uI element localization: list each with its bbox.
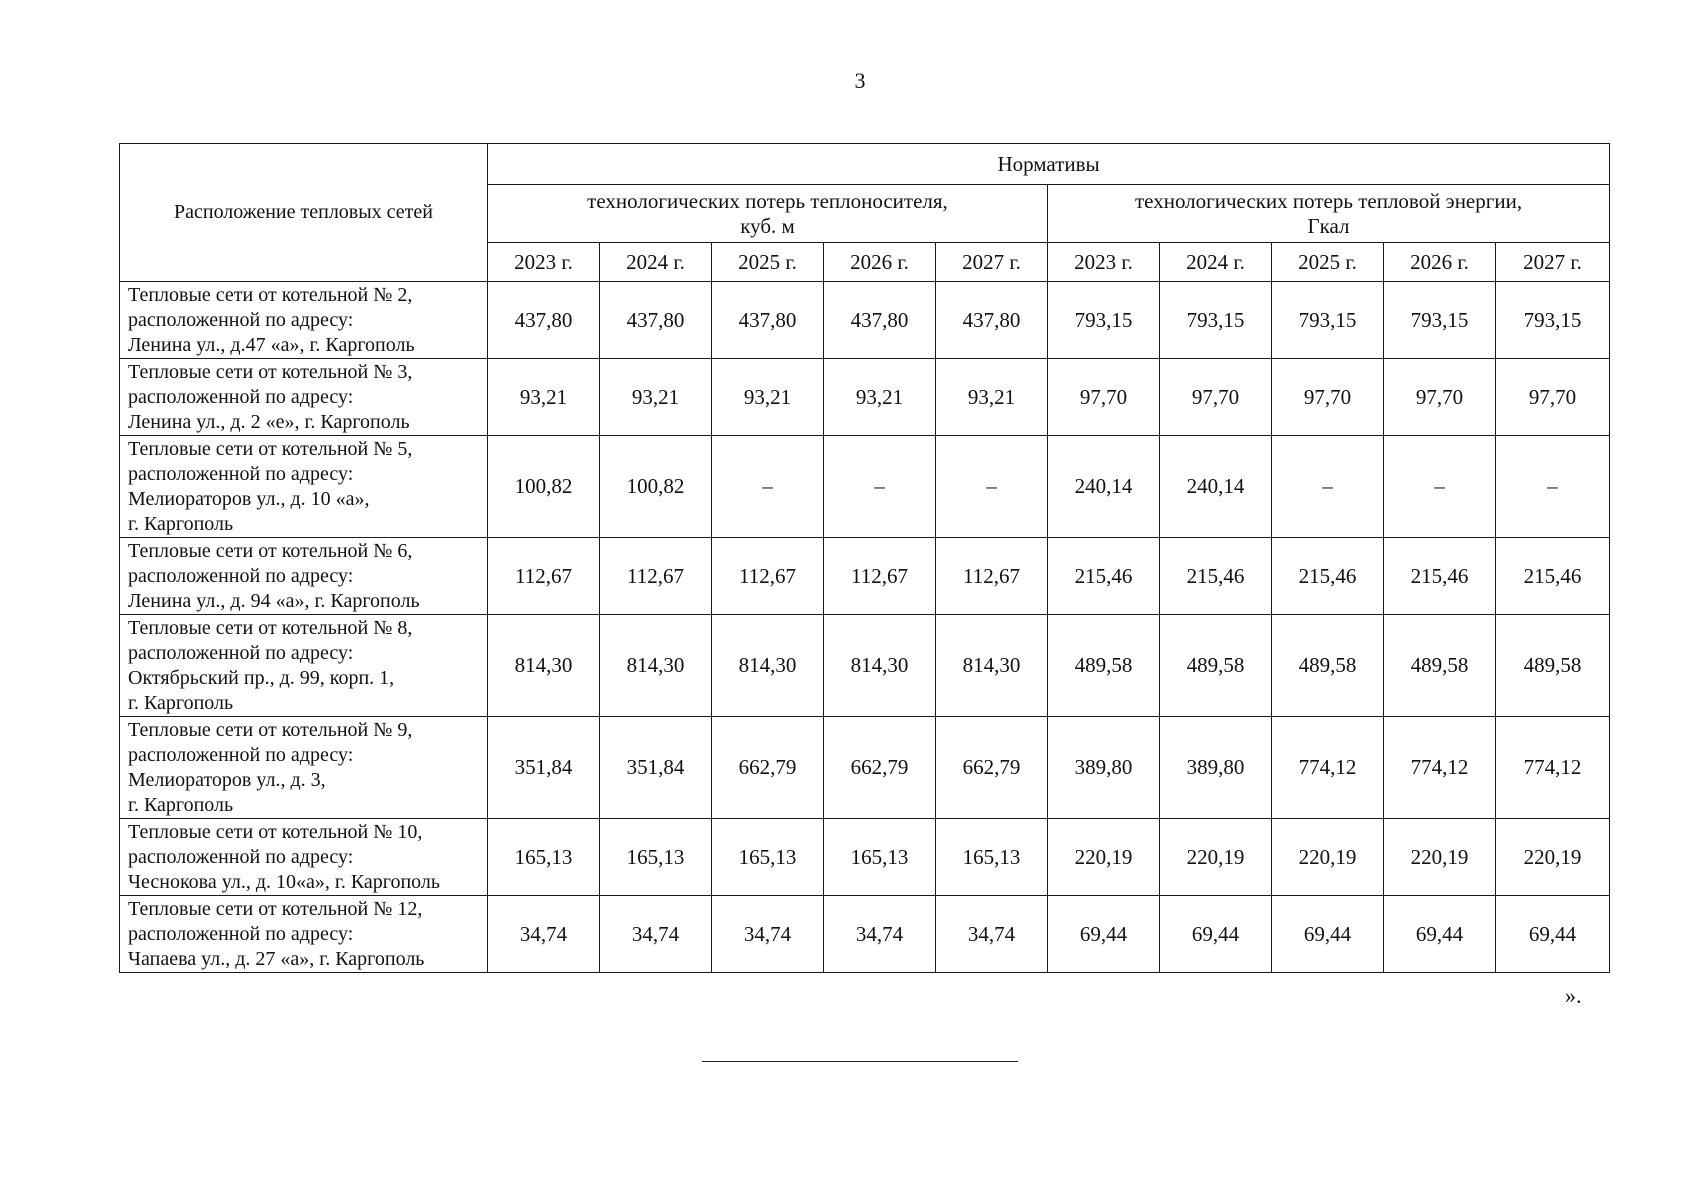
coolant-loss-value: 437,80 [824, 282, 936, 359]
energy-loss-value: 774,12 [1496, 717, 1610, 819]
coolant-loss-value: 662,79 [824, 717, 936, 819]
coolant-loss-value: 165,13 [488, 819, 600, 896]
coolant-loss-value: 814,30 [936, 615, 1048, 717]
location-line: г. Каргополь [128, 513, 234, 535]
norms-group-header: Нормативы [488, 144, 1610, 185]
energy-loss-value: 240,14 [1160, 436, 1272, 538]
location-line: г. Каргополь [128, 692, 234, 714]
energy-loss-value: 97,70 [1384, 359, 1496, 436]
coolant-loss-value: 662,79 [712, 717, 824, 819]
location-cell [120, 717, 488, 819]
energy-loss-value: 97,70 [1160, 359, 1272, 436]
energy-loss-value: 489,58 [1048, 615, 1160, 717]
energy-loss-value: 240,14 [1048, 436, 1160, 538]
coolant-loss-value: 93,21 [600, 359, 712, 436]
location-line: Тепловые сети от котельной № 10, [128, 821, 423, 843]
year-header-cell: 2027 г. [936, 243, 1048, 282]
location-line: Мелиораторов ул., д. 10 «а», [128, 488, 370, 510]
energy-loss-value: 69,44 [1272, 896, 1384, 973]
location-line: Ленина ул., д. 94 «а», г. Каргополь [128, 590, 420, 612]
location-line: Чапаева ул., д. 27 «а», г. Каргополь [128, 948, 425, 970]
coolant-loss-value: 100,82 [600, 436, 712, 538]
energy-losses-title: технологических потерь тепловой энергии, [1134, 188, 1523, 213]
location-line: Мелиораторов ул., д. 3, [128, 769, 326, 791]
location-line: Тепловые сети от котельной № 8, [128, 617, 413, 639]
energy-loss-value: 215,46 [1160, 538, 1272, 615]
coolant-loss-value: 34,74 [824, 896, 936, 973]
energy-loss-value: 489,58 [1272, 615, 1384, 717]
energy-loss-value: 489,58 [1384, 615, 1496, 717]
coolant-loss-value: – [936, 436, 1048, 538]
location-line: расположенной по адресу: [128, 642, 354, 664]
coolant-losses-title: технологических потерь теплоносителя, [587, 188, 948, 213]
year-header-cell: 2025 г. [1272, 243, 1384, 282]
heat-loss-norms-table [119, 143, 1610, 973]
year-header-cell: 2025 г. [712, 243, 824, 282]
table-row [120, 717, 1610, 819]
energy-loss-value: – [1272, 436, 1384, 538]
coolant-loss-value: 34,74 [936, 896, 1048, 973]
year-header-cell: 2026 г. [824, 243, 936, 282]
location-line: г. Каргополь [128, 794, 234, 816]
coolant-loss-value: 814,30 [488, 615, 600, 717]
coolant-loss-value: 112,67 [936, 538, 1048, 615]
coolant-loss-value: 165,13 [824, 819, 936, 896]
location-line: Тепловые сети от котельной № 9, [128, 719, 413, 741]
location-line: Тепловые сети от котельной № 2, [128, 284, 413, 306]
year-header-cell: 2026 г. [1384, 243, 1496, 282]
energy-loss-value: 774,12 [1272, 717, 1384, 819]
location-line: Тепловые сети от котельной № 6, [128, 540, 413, 562]
coolant-losses-header [488, 185, 1048, 243]
location-cell [120, 282, 488, 359]
coolant-loss-value: – [712, 436, 824, 538]
location-line: Ленина ул., д.47 «а», г. Каргополь [128, 334, 415, 356]
coolant-loss-value: – [824, 436, 936, 538]
coolant-loss-value: 93,21 [936, 359, 1048, 436]
location-line: расположенной по адресу: [128, 565, 354, 587]
energy-loss-value: 220,19 [1048, 819, 1160, 896]
location-line: Ленина ул., д. 2 «е», г. Каргополь [128, 411, 410, 433]
energy-loss-value: 793,15 [1048, 282, 1160, 359]
coolant-loss-value: 34,74 [712, 896, 824, 973]
energy-loss-value: – [1384, 436, 1496, 538]
energy-loss-value: – [1496, 436, 1610, 538]
location-line: расположенной по адресу: [128, 309, 354, 331]
energy-loss-value: 97,70 [1272, 359, 1384, 436]
year-header-cell: 2024 г. [1160, 243, 1272, 282]
location-line: расположенной по адресу: [128, 744, 354, 766]
coolant-loss-value: 165,13 [936, 819, 1048, 896]
coolant-loss-value: 437,80 [936, 282, 1048, 359]
location-cell [120, 359, 488, 436]
energy-loss-value: 215,46 [1496, 538, 1610, 615]
energy-losses-header [1048, 185, 1610, 243]
table-row [120, 615, 1610, 717]
table-row [120, 359, 1610, 436]
coolant-loss-value: 351,84 [600, 717, 712, 819]
energy-loss-value: 215,46 [1272, 538, 1384, 615]
coolant-losses-unit: куб. м [740, 213, 795, 238]
energy-loss-value: 220,19 [1384, 819, 1496, 896]
energy-loss-value: 215,46 [1048, 538, 1160, 615]
year-header-cell: 2023 г. [1048, 243, 1160, 282]
coolant-loss-value: 437,80 [488, 282, 600, 359]
table-row [120, 538, 1610, 615]
energy-loss-value: 69,44 [1048, 896, 1160, 973]
energy-loss-value: 69,44 [1384, 896, 1496, 973]
location-line: Тепловые сети от котельной № 3, [128, 361, 413, 383]
location-cell [120, 538, 488, 615]
location-line: Тепловые сети от котельной № 5, [128, 438, 413, 460]
coolant-loss-value: 165,13 [600, 819, 712, 896]
table-row [120, 896, 1610, 973]
table-row [120, 436, 1610, 538]
energy-loss-value: 97,70 [1048, 359, 1160, 436]
energy-loss-value: 220,19 [1160, 819, 1272, 896]
energy-loss-value: 489,58 [1496, 615, 1610, 717]
energy-loss-value: 489,58 [1160, 615, 1272, 717]
location-line: расположенной по адресу: [128, 463, 354, 485]
coolant-loss-value: 112,67 [824, 538, 936, 615]
coolant-loss-value: 814,30 [600, 615, 712, 717]
energy-loss-value: 97,70 [1496, 359, 1610, 436]
location-line: расположенной по адресу: [128, 846, 354, 868]
energy-loss-value: 774,12 [1384, 717, 1496, 819]
energy-loss-value: 389,80 [1048, 717, 1160, 819]
energy-losses-unit: Гкал [1307, 213, 1350, 238]
energy-loss-value: 793,15 [1384, 282, 1496, 359]
energy-loss-value: 69,44 [1496, 896, 1610, 973]
page-number: 3 [854, 68, 866, 93]
table-row [120, 282, 1610, 359]
coolant-loss-value: 437,80 [600, 282, 712, 359]
coolant-loss-value: 34,74 [600, 896, 712, 973]
coolant-loss-value: 100,82 [488, 436, 600, 538]
coolant-loss-value: 34,74 [488, 896, 600, 973]
location-column-header: Расположение тепловых сетей [120, 144, 488, 282]
location-cell [120, 615, 488, 717]
coolant-loss-value: 662,79 [936, 717, 1048, 819]
table-row [120, 819, 1610, 896]
year-header-cell: 2024 г. [600, 243, 712, 282]
location-line: Чеснокова ул., д. 10«а», г. Каргополь [128, 871, 441, 893]
year-header-cell: 2023 г. [488, 243, 600, 282]
coolant-loss-value: 112,67 [488, 538, 600, 615]
energy-loss-value: 793,15 [1496, 282, 1610, 359]
coolant-loss-value: 112,67 [600, 538, 712, 615]
energy-loss-value: 793,15 [1160, 282, 1272, 359]
energy-loss-value: 69,44 [1160, 896, 1272, 973]
coolant-loss-value: 814,30 [824, 615, 936, 717]
coolant-loss-value: 437,80 [712, 282, 824, 359]
coolant-loss-value: 112,67 [712, 538, 824, 615]
coolant-loss-value: 814,30 [712, 615, 824, 717]
location-line: Октябрьский пр., д. 99, корп. 1, [128, 667, 395, 689]
coolant-loss-value: 165,13 [712, 819, 824, 896]
coolant-loss-value: 93,21 [712, 359, 824, 436]
coolant-loss-value: 351,84 [488, 717, 600, 819]
end-divider-line [702, 1061, 1018, 1062]
energy-loss-value: 220,19 [1272, 819, 1384, 896]
energy-loss-value: 220,19 [1496, 819, 1610, 896]
location-cell [120, 436, 488, 538]
coolant-loss-value: 93,21 [488, 359, 600, 436]
coolant-loss-value: 93,21 [824, 359, 936, 436]
energy-loss-value: 793,15 [1272, 282, 1384, 359]
location-line: Тепловые сети от котельной № 12, [128, 898, 423, 920]
year-header-cell: 2027 г. [1496, 243, 1610, 282]
location-cell [120, 896, 488, 973]
location-line: расположенной по адресу: [128, 386, 354, 408]
location-cell [120, 819, 488, 896]
energy-loss-value: 215,46 [1384, 538, 1496, 615]
location-line: расположенной по адресу: [128, 923, 354, 945]
energy-loss-value: 389,80 [1160, 717, 1272, 819]
closing-quote: ». [1565, 983, 1582, 1008]
